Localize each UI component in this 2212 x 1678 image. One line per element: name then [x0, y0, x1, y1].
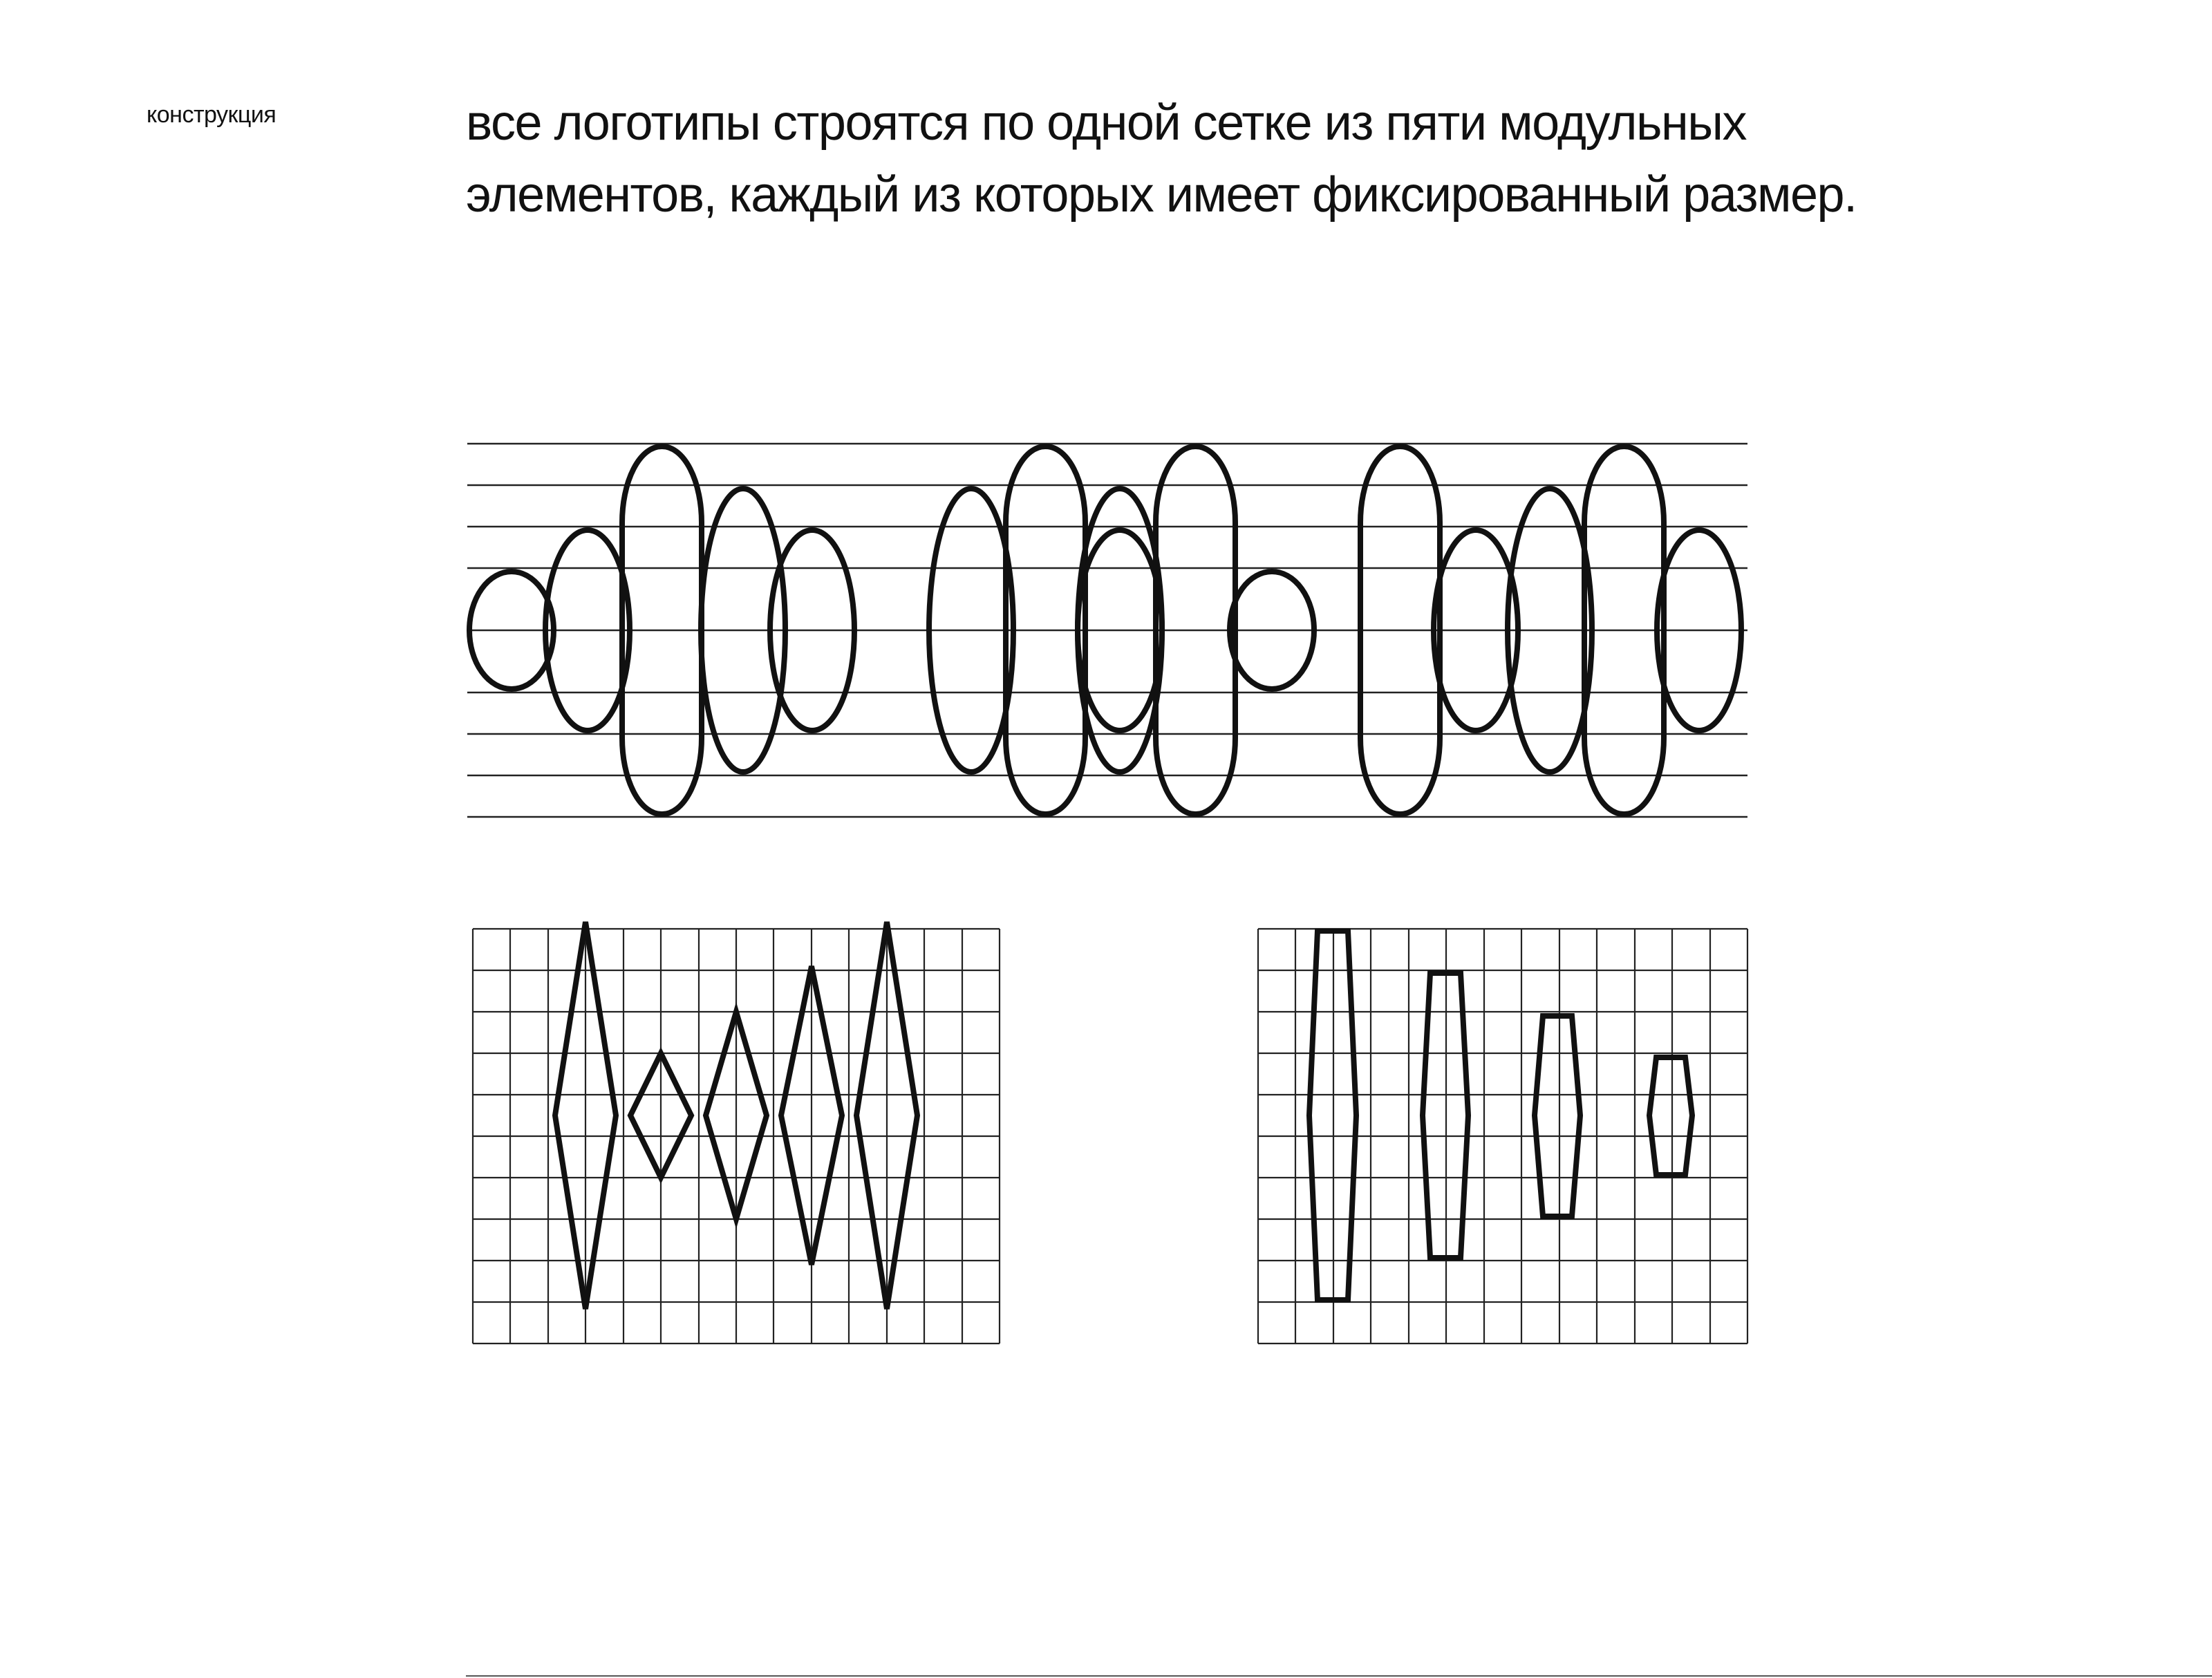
ellipse-grid-lines	[467, 444, 1747, 817]
intro-line-1: все логотипы строятся по одной сетке из пяти модульных	[466, 95, 1746, 151]
bottom-rule	[466, 1675, 2212, 1677]
section-label: конструкция	[147, 102, 276, 128]
intro-line-2: элементов, каждый из которых имеет фиксированный размер.	[466, 167, 1857, 223]
hexagon-module-s	[1649, 1057, 1692, 1175]
diamond-grid	[473, 929, 1000, 1344]
hexagon-grid	[1258, 929, 1747, 1344]
hexagon-module-m	[1535, 1016, 1580, 1216]
